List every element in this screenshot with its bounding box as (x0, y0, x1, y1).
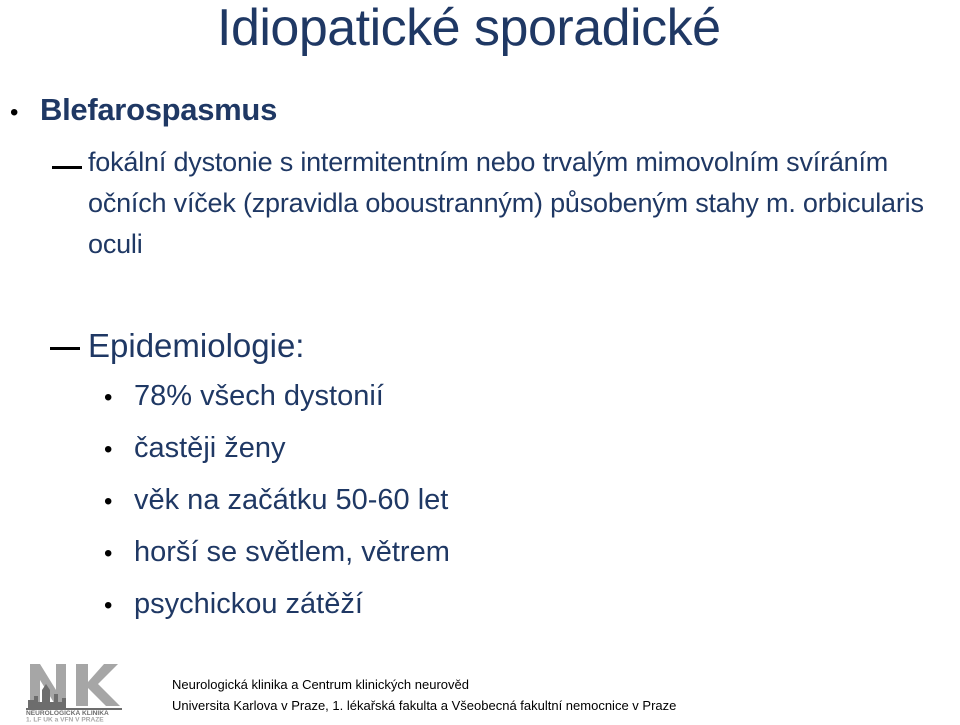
topic-label: Blefarospasmus (40, 92, 278, 127)
list-item (104, 484, 450, 536)
bullet-icon: • (104, 384, 113, 411)
dash-icon (50, 347, 80, 350)
footer-line-2: Universita Karlova v Praze, 1. lékařská fakulta a Všeobecná fakultní nemocnice v Praze (172, 698, 677, 713)
dash-icon (52, 166, 82, 169)
list-item-text: horší se světlem, větrem (134, 536, 450, 568)
list-item (104, 536, 450, 588)
list-item-text: častěji ženy (134, 432, 286, 464)
bullet-icon: • (104, 488, 113, 515)
footer (172, 674, 676, 716)
topic-item (10, 92, 277, 128)
logo-caption-sub: 1. LF UK a VFN V PRAZE (26, 716, 104, 722)
definition-text: fokální dystonie s intermitentním nebo trvalým mimovolním svíráním očních víček (zpravidla oboustranným) působeným stahy m. orbicularis oculi (88, 147, 924, 259)
bullet-icon: • (104, 540, 113, 567)
footer-line-1: Neurologická klinika a Centrum klinických neurověd (172, 677, 469, 692)
logo-caption: NEUROLOGICKÁ KLINIKA (26, 710, 109, 717)
bullet-icon: • (104, 592, 113, 619)
list-item (104, 588, 450, 640)
list-item (104, 380, 450, 432)
bullet-icon: • (104, 436, 113, 463)
epidemiology-heading: Epidemiologie: (88, 327, 305, 364)
epidemiology-list (104, 380, 450, 640)
list-item-text: 78% všech dystonií (134, 380, 384, 412)
list-item-text: věk na začátku 50-60 let (134, 484, 449, 516)
list-item (104, 432, 450, 484)
clinic-logo-icon (26, 660, 122, 722)
list-item-text: psychickou zátěží (134, 588, 363, 620)
slide-title: Idiopatické sporadické (217, 0, 721, 57)
bullet-icon: • (10, 99, 19, 126)
